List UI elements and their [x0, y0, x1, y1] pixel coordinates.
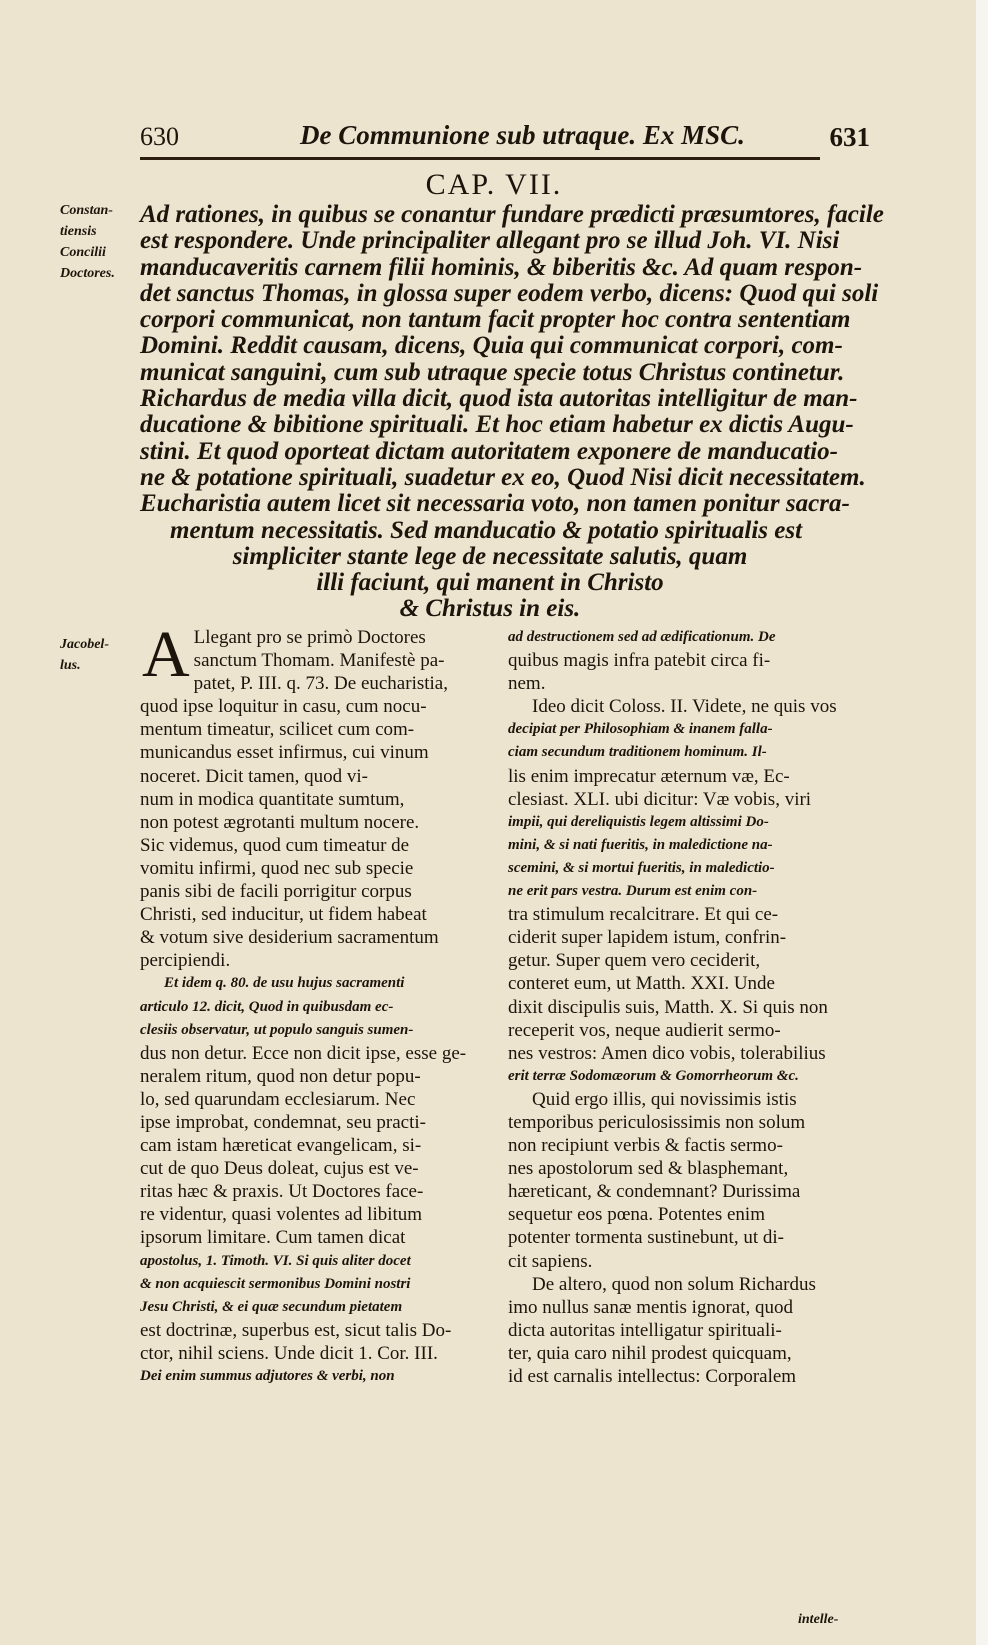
column-line: conteret eum, ut Matth. XXI. Unde [508, 973, 775, 995]
column-line: cut de quo Deus doleat, cujus est ve- [140, 1158, 419, 1180]
column-line: ne erit pars vestra. Durum est enim con- [508, 883, 758, 900]
intro-line: simpliciter stante lege de necessitate salutis, quam [232, 542, 748, 570]
chapter-intro [140, 201, 884, 623]
column-line: Et idem q. 80. de usu hujus sacramenti [164, 975, 405, 992]
intro-line: mentum necessitatis. Sed manducatio & potatio spiritualis est [170, 516, 803, 544]
intro-line: stini. Et quod oporteat dictam autoritatem exponere de manducatio- [140, 437, 838, 465]
column-line: non recipiunt verbis & factis sermo- [508, 1135, 783, 1157]
column-line: mentum timeatur, scilicet cum com- [140, 719, 415, 741]
column-line: lis enim imprecatur æternum væ, Ec- [508, 765, 790, 787]
column-line: dixit discipulis suis, Matth. X. Si quis non [508, 996, 828, 1018]
intro-line: Domini. Reddit causam, dicens, Quia qui communicat corpori, com- [140, 332, 843, 360]
column-line: scemini, & si mortui fueritis, in maledictio- [508, 859, 775, 876]
column-line: Christi, sed inducitur, ut fidem habeat [140, 904, 427, 926]
column-line: id est carnalis intellectus: Corporalem [508, 1366, 797, 1387]
column-line: sanctum Thomam. Manifestè pa- [193, 650, 445, 672]
column-line: apostolus, 1. Timoth. VI. Si quis aliter docet [140, 1252, 411, 1269]
column-line: re videntur, quasi volentes ad libitum [140, 1204, 423, 1226]
intro-line: ne & potatione spirituali, suadetur ex eo, Quod Nisi dicit necessitatem. [140, 463, 866, 491]
column-line: quibus magis infra patebit circa fi- [508, 650, 771, 672]
intro-line: & Christus in eis. [399, 595, 581, 623]
catchword: intelle- [798, 1612, 839, 1627]
header-rule [140, 157, 820, 160]
column-line: dicta autoritas intelligatur spirituali- [508, 1319, 782, 1341]
left-column [140, 618, 485, 1388]
intro-line: manducaveritis carnem filii hominis, & biberitis &c. Ad quam respon- [140, 253, 863, 281]
column-line: nes apostolorum sed & blasphemant, [508, 1158, 789, 1180]
intro-line: det sanctus Thomas, in glossa super eodem verbo, dicens: Quod qui soli [140, 279, 879, 307]
column-line: ipsorum limitare. Cum tamen dicat [140, 1227, 406, 1249]
column-line: & non acquiescit sermonibus Domini nostri [140, 1275, 411, 1292]
column-line: potenter tormenta sustinebunt, ut di- [508, 1227, 784, 1249]
intro-line: Ad rationes, in quibus se conantur fundare prædicti præsumtores, facile [140, 201, 884, 228]
margin-note-line: Doctores. [60, 266, 115, 281]
column-line: & votum sive desiderium sacramentum [140, 927, 439, 949]
column-line: quod ipse loquitur in casu, cum nocu- [140, 696, 427, 718]
column-line: Quid ergo illis, qui novissimis istis [532, 1088, 797, 1110]
chapter-heading: CAP. VII. [425, 168, 563, 201]
column-line: nem. [508, 673, 546, 695]
column-line: temporibus periculosissimis non solum [508, 1111, 806, 1133]
column-line: vomitu infirmi, quod nec sub specie [140, 857, 414, 879]
column-line: Llegant pro se primò Doctores [193, 627, 426, 648]
column-line: clesiis observatur, ut populo sanguis sumen- [140, 1021, 414, 1038]
column-line: Dei enim summus adjutores & verbi, non [140, 1368, 395, 1384]
column-line: patet, P. III. q. 73. De eucharistia, [193, 673, 448, 695]
running-title: De Communione sub utraque. Ex MSC. [300, 120, 745, 150]
page-number-left: 630 [140, 122, 179, 151]
intro-line: Richardus de media villa dicit, quod ista autoritas intelligitur de man- [140, 385, 858, 413]
intro-line: ducatione & bibitione spirituali. Et hoc etiam habetur ex dictis Augu- [140, 411, 854, 439]
margin-note-line: Constan- [60, 203, 113, 218]
intro-line: Eucharistia autem licet sit necessaria voto, non tamen ponitur sacra- [140, 490, 850, 518]
column-line: impii, qui dereliquistis legem altissimi Do- [508, 813, 769, 830]
intro-line: municat sanguini, cum sub utraque specie totus Christus continetur. [140, 358, 845, 386]
column-line: nes vestros: Amen dico vobis, tolerabilius [508, 1042, 826, 1064]
drop-cap: A [142, 618, 190, 691]
column-line: ad destructionem sed ad ædificationum. De [508, 629, 776, 645]
column-line: clesiast. XLI. ubi dicitur: Væ vobis, viri [508, 788, 812, 810]
column-line: num in modica quantitate sumtum, [140, 788, 405, 810]
column-line: cam istam hæreticat evangelicam, si- [140, 1135, 422, 1157]
column-line: getur. Super quem vero ceciderit, [508, 950, 761, 972]
column-line: Sic videmus, quod cum timeatur de [140, 834, 410, 856]
column-line: cit sapiens. [508, 1250, 593, 1272]
intro-line: corpori communicat, non tantum facit propter hoc contra sententiam [140, 306, 851, 334]
column-line: De altero, quod non solum Richardus [532, 1273, 816, 1295]
right-column [508, 626, 853, 1388]
running-header [140, 118, 870, 152]
column-line: Ideo dicit Coloss. II. Videte, ne quis vos [532, 696, 837, 718]
margin-note-jacobellus [60, 634, 138, 676]
column-line: ctor, nihil sciens. Unde dicit 1. Cor. III. [140, 1342, 438, 1364]
margin-note-line: lus. [60, 658, 81, 673]
column-line: articulo 12. dicit, Quod in quibusdam ec- [140, 998, 394, 1015]
column-line: ter, quia caro nihil prodest quicquam, [508, 1342, 792, 1364]
column-line: municandus esset infirmus, cui vinum [140, 742, 429, 764]
intro-line: illi faciunt, qui manent in Christo [316, 569, 664, 597]
margin-note-constantiensis [60, 200, 138, 284]
column-line: imo nullus sanæ mentis ignorat, quod [508, 1296, 793, 1318]
column-line: lo, sed quarundam ecclesiarum. Nec [140, 1088, 416, 1110]
column-line: Jesu Christi, & ei quæ secundum pietatem [140, 1298, 403, 1315]
column-line: erit terræ Sodomæorum & Gomorrheorum &c. [508, 1067, 799, 1084]
column-line: tra stimulum recalcitrare. Et qui ce- [508, 904, 779, 926]
page-edge [976, 0, 988, 1645]
column-line: neralem ritum, quod non detur popu- [140, 1065, 421, 1087]
margin-note-line: tiensis [60, 224, 97, 239]
column-line: noceret. Dicit tamen, quod vi- [140, 765, 368, 787]
column-line: ciderit super lapidem istum, confrin- [508, 927, 787, 949]
column-line: non potest ægrotanti multum nocere. [140, 811, 420, 833]
column-line: dus non detur. Ecce non dicit ipse, esse ge- [140, 1042, 467, 1064]
column-line: ciam secundum traditionem hominum. Il- [508, 744, 767, 761]
column-line: hæreticant, & condemnant? Durissima [508, 1181, 801, 1203]
margin-note-line: Jacobel- [60, 637, 109, 652]
column-line: decipiat per Philosophiam & inanem falla- [508, 721, 773, 738]
column-line: est doctrinæ, superbus est, sicut talis Do- [140, 1319, 452, 1341]
column-line: mini, & si nati fueritis, in maledictione na- [508, 836, 773, 853]
column-line: sequetur eos pœna. Potentes enim [508, 1204, 765, 1226]
page-number-right: 631 [829, 122, 870, 152]
column-line: panis sibi de facili porrigitur corpus [140, 881, 412, 903]
column-line: receperit vos, neque audierit sermo- [508, 1019, 781, 1041]
column-line: ritas hæc & praxis. Ut Doctores face- [140, 1181, 424, 1203]
intro-line: est respondere. Unde principaliter allegant pro se illud Joh. VI. Nisi [140, 227, 840, 255]
margin-note-line: Concilii [60, 245, 106, 260]
column-line: percipiendi. [140, 950, 231, 972]
column-line: ipse improbat, condemnat, seu practi- [140, 1111, 426, 1133]
